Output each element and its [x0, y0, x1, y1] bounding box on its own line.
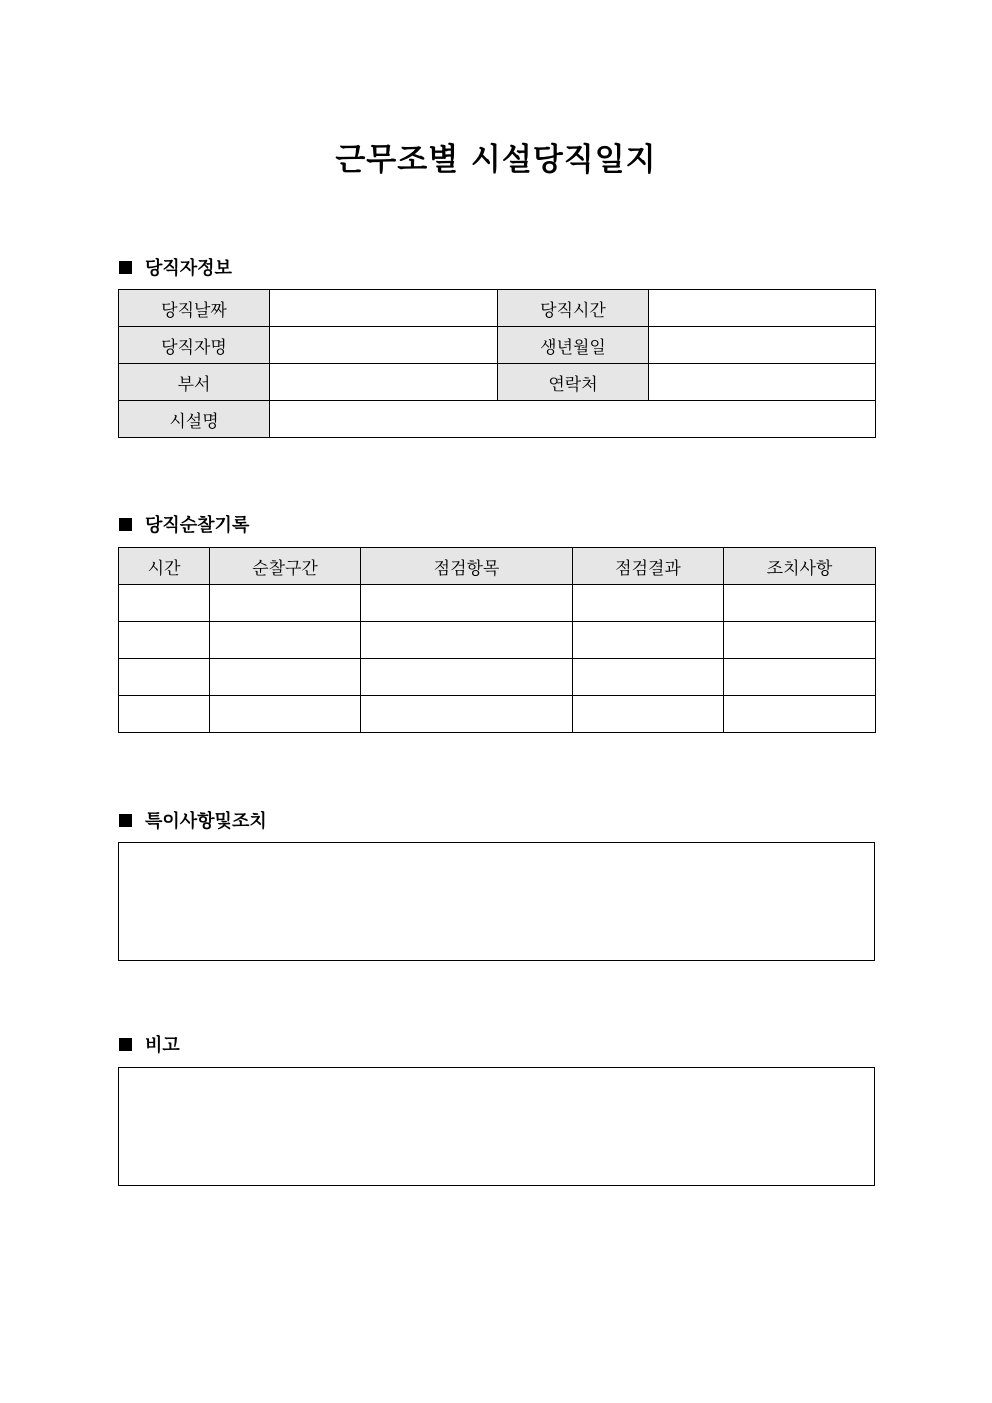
table-header-row: [119, 548, 876, 585]
label-duty-name: 당직자명: [119, 327, 270, 364]
patrol-record-table: [118, 547, 876, 733]
table-row: [119, 622, 876, 659]
field-birthdate[interactable]: [649, 327, 876, 364]
column-header: 점검항목: [361, 548, 573, 585]
field-department[interactable]: [270, 364, 498, 401]
field-facility-name[interactable]: [270, 401, 876, 438]
table-cell[interactable]: [724, 585, 876, 622]
duty-info-table: [118, 289, 876, 438]
table-cell[interactable]: [361, 659, 573, 696]
section-title: 특이사항및조치: [145, 811, 267, 832]
table-cell[interactable]: [119, 659, 210, 696]
label-department: 부서: [119, 364, 270, 401]
table-row: [119, 585, 876, 622]
section-title: 당직순찰기록: [145, 515, 250, 536]
page-title: 근무조별 시설당직일지: [335, 142, 657, 178]
table-cell[interactable]: [210, 585, 361, 622]
square-bullet-icon: [119, 814, 132, 827]
column-header: 점검결과: [573, 548, 724, 585]
table-cell[interactable]: [361, 585, 573, 622]
table-cell[interactable]: [119, 696, 210, 733]
notes-textbox[interactable]: [118, 842, 875, 961]
field-duty-name[interactable]: [270, 327, 498, 364]
table-row: [119, 696, 876, 733]
table-cell[interactable]: [361, 696, 573, 733]
table-cell[interactable]: [573, 696, 724, 733]
table-cell[interactable]: [210, 622, 361, 659]
section-heading-patrol: [119, 511, 249, 537]
column-header: 시간: [119, 548, 210, 585]
table-cell[interactable]: [361, 622, 573, 659]
table-row: [119, 401, 876, 438]
table-row: [119, 364, 876, 401]
table-cell[interactable]: [210, 659, 361, 696]
label-birthdate: 생년월일: [498, 327, 649, 364]
field-duty-time[interactable]: [649, 290, 876, 327]
table-cell[interactable]: [119, 585, 210, 622]
table-cell[interactable]: [119, 622, 210, 659]
section-title: 당직자정보: [145, 258, 232, 279]
label-duty-time: 당직시간: [498, 290, 649, 327]
square-bullet-icon: [119, 261, 132, 274]
field-duty-date[interactable]: [270, 290, 498, 327]
table-row: [119, 290, 876, 327]
section-heading-info: [119, 254, 232, 280]
label-duty-date: 당직날짜: [119, 290, 270, 327]
remarks-textbox[interactable]: [118, 1067, 875, 1186]
table-cell[interactable]: [724, 622, 876, 659]
table-cell[interactable]: [573, 622, 724, 659]
column-header: 조치사항: [724, 548, 876, 585]
field-contact[interactable]: [649, 364, 876, 401]
table-cell[interactable]: [573, 659, 724, 696]
table-cell[interactable]: [210, 696, 361, 733]
table-row: [119, 659, 876, 696]
table-cell[interactable]: [724, 696, 876, 733]
section-heading-remarks: [119, 1031, 180, 1057]
square-bullet-icon: [119, 518, 132, 531]
table-row: [119, 327, 876, 364]
table-cell[interactable]: [724, 659, 876, 696]
section-heading-notes: [119, 807, 267, 833]
label-contact: 연락처: [498, 364, 649, 401]
label-facility-name: 시설명: [119, 401, 270, 438]
column-header: 순찰구간: [210, 548, 361, 585]
table-cell[interactable]: [573, 585, 724, 622]
square-bullet-icon: [119, 1038, 132, 1051]
section-title: 비고: [145, 1035, 180, 1056]
